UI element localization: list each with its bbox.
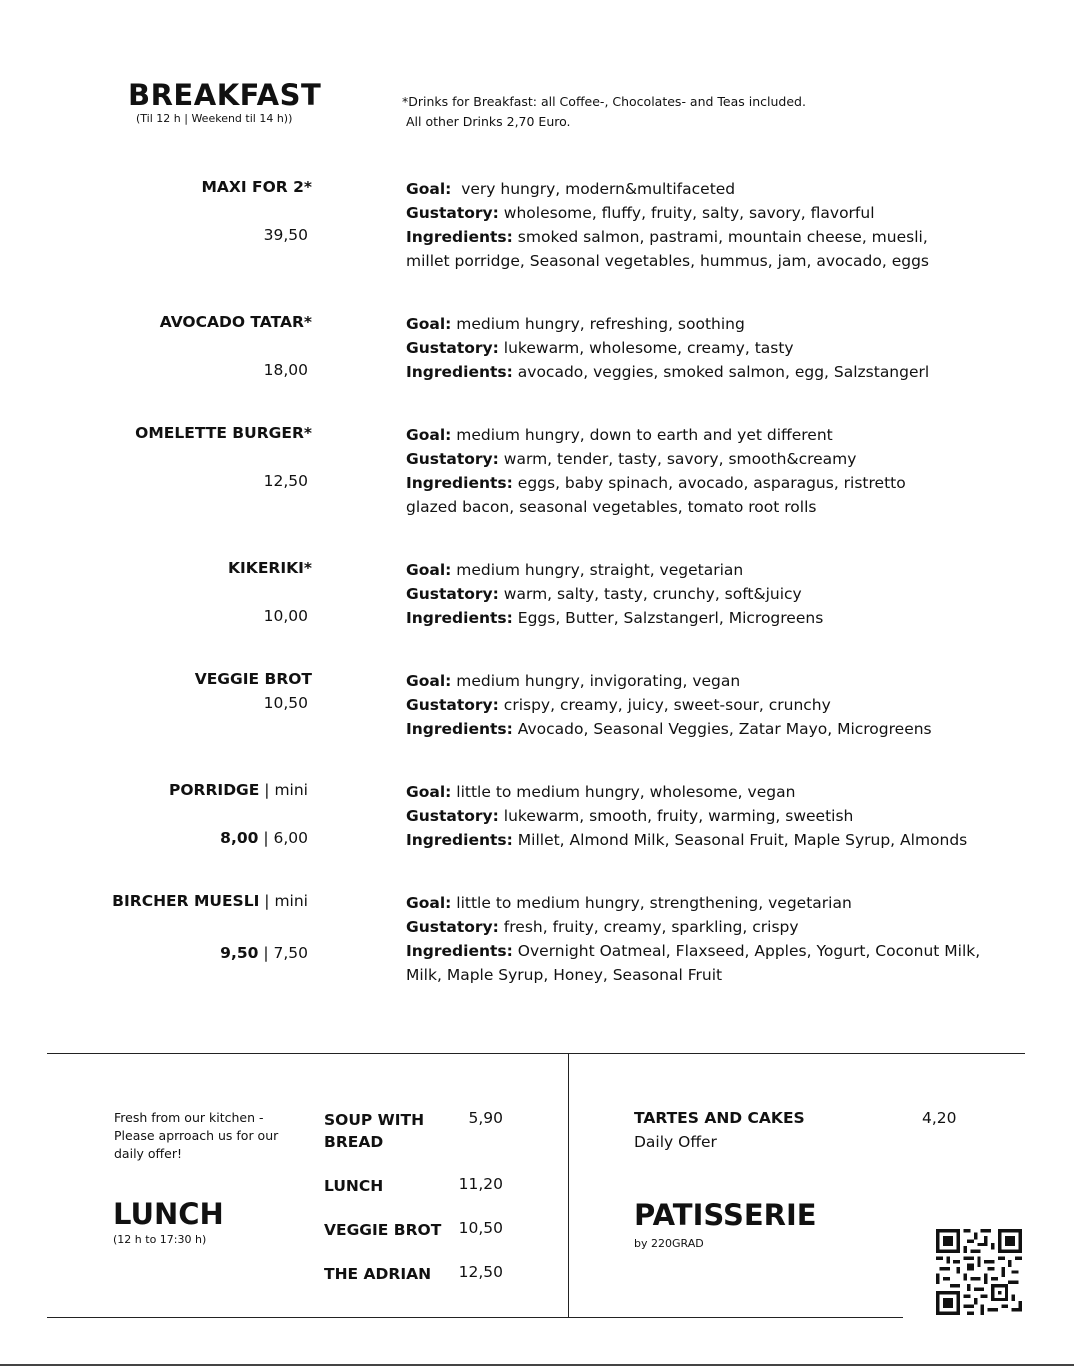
- goal-text: medium hungry, down to earth and yet different: [456, 426, 833, 444]
- gustatory-label: Gustatory:: [406, 204, 499, 222]
- patisserie-item-price: 4,20: [922, 1109, 957, 1127]
- menu-item-price: 10,50: [263, 694, 308, 712]
- gustatory-text: warm, tender, tasty, savory, smooth&creamy: [503, 450, 857, 468]
- menu-item-name-text: BIRCHER MUESLI: [112, 892, 260, 910]
- menu-item-name: [112, 892, 308, 910]
- menu-item-price-mini: | 6,00: [258, 829, 308, 847]
- menu-item-price: 12,50: [263, 472, 308, 490]
- goal-label: Goal:: [406, 561, 452, 579]
- ingredients-text: Millet, Almond Milk, Seasonal Fruit, Maple Syrup, Almonds: [517, 831, 968, 849]
- qr-code[interactable]: [936, 1229, 1022, 1315]
- menu-item-price: [220, 829, 308, 847]
- ingredients-text: Overnight Oatmeal, Flaxseed, Apples, Yogurt, Coconut Milk, Milk, Maple Syrup, Honey, Seasonal Fruit: [406, 942, 981, 984]
- menu-item-size-suffix: | mini: [259, 892, 308, 910]
- section-divider-bottom: [47, 1317, 903, 1318]
- lunch-item-name: THE ADRIAN: [324, 1265, 432, 1283]
- lunch-item-price: 10,50: [458, 1219, 503, 1237]
- menu-item-description: [406, 891, 1046, 987]
- goal-text: medium hungry, invigorating, vegan: [456, 672, 741, 690]
- goal-text: very hungry, modern&multifaceted: [461, 180, 736, 198]
- ingredients-text: avocado, veggies, smoked salmon, egg, Salzstangerl: [517, 363, 930, 381]
- drinks-note-line-1: *Drinks for Breakfast: all Coffee-, Chocolates- and Teas included.: [402, 94, 806, 109]
- lunch-hours: (12 h to 17:30 h): [113, 1233, 207, 1246]
- gustatory-text: wholesome, fluffy, fruity, salty, savory, flavorful: [503, 204, 875, 222]
- goal-text: medium hungry, refreshing, soothing: [456, 315, 745, 333]
- menu-item-name: OMELETTE BURGER*: [135, 424, 312, 442]
- gustatory-label: Gustatory:: [406, 450, 499, 468]
- goal-label: Goal:: [406, 426, 452, 444]
- section-divider-top: [47, 1053, 1025, 1054]
- gustatory-text: lukewarm, wholesome, creamy, tasty: [503, 339, 794, 357]
- breakfast-hours: (Til 12 h | Weekend til 14 h)): [136, 112, 293, 125]
- patisserie-by-line: by 220GRAD: [634, 1237, 704, 1250]
- menu-item-price: 10,00: [263, 607, 308, 625]
- gustatory-text: lukewarm, smooth, fruity, warming, sweetish: [503, 807, 854, 825]
- lunch-item-name: VEGGIE BROT: [324, 1221, 442, 1239]
- ingredients-text: smoked salmon, pastrami, mountain cheese, muesli, millet porridge, Seasonal vegetables, hummus, jam, avocado, eggs: [406, 228, 929, 270]
- lunch-item-name: SOUP WITH BREAD: [324, 1111, 425, 1151]
- menu-item-name: AVOCADO TATAR*: [159, 313, 312, 331]
- menu-item-price-main: 8,00: [220, 829, 259, 847]
- goal-label: Goal:: [406, 315, 452, 333]
- breakfast-drinks-note: [402, 92, 806, 132]
- menu-item-description: [406, 312, 1046, 384]
- ingredients-label: Ingredients:: [406, 720, 513, 738]
- menu-item-name: [169, 781, 308, 799]
- section-divider-vertical: [568, 1053, 569, 1318]
- goal-text: medium hungry, straight, vegetarian: [456, 561, 744, 579]
- goal-text: little to medium hungry, strengthening, vegetarian: [456, 894, 852, 912]
- menu-item-name: MAXI FOR 2*: [201, 178, 312, 196]
- ingredients-label: Ingredients:: [406, 228, 513, 246]
- ingredients-label: Ingredients:: [406, 609, 513, 627]
- menu-item-price-mini: | 7,50: [258, 944, 308, 962]
- ingredients-label: Ingredients:: [406, 942, 513, 960]
- gustatory-text: fresh, fruity, creamy, sparkling, crispy: [503, 918, 799, 936]
- breakfast-title: BREAKFAST: [128, 78, 322, 112]
- goal-label: Goal:: [406, 894, 452, 912]
- gustatory-text: warm, salty, tasty, crunchy, soft&juicy: [503, 585, 802, 603]
- menu-item-description: [406, 177, 1046, 273]
- lunch-item-name: LUNCH: [324, 1177, 384, 1195]
- ingredients-label: Ingredients:: [406, 474, 513, 492]
- menu-item-name: KIKERIKI*: [228, 559, 312, 577]
- menu-item-price-main: 9,50: [220, 944, 259, 962]
- gustatory-label: Gustatory:: [406, 918, 499, 936]
- menu-item-price: 39,50: [263, 226, 308, 244]
- ingredients-text: Avocado, Seasonal Veggies, Zatar Mayo, Microgreens: [517, 720, 932, 738]
- menu-item-description: [406, 780, 1046, 852]
- goal-label: Goal:: [406, 180, 452, 198]
- gustatory-text: crispy, creamy, juicy, sweet-sour, crunchy: [503, 696, 831, 714]
- patisserie-item-subtitle: Daily Offer: [634, 1133, 717, 1151]
- lunch-item-price: 5,90: [468, 1109, 503, 1127]
- gustatory-label: Gustatory:: [406, 696, 499, 714]
- page-bottom-edge: [0, 1364, 1074, 1366]
- ingredients-label: Ingredients:: [406, 831, 513, 849]
- ingredients-text: eggs, baby spinach, avocado, asparagus, ristretto glazed bacon, seasonal vegetables, tomato root rolls: [406, 474, 906, 516]
- ingredients-text: Eggs, Butter, Salzstangerl, Microgreens: [517, 609, 824, 627]
- patisserie-item-name: TARTES AND CAKES: [634, 1109, 805, 1127]
- lunch-title: LUNCH: [113, 1197, 224, 1231]
- menu-item-price: 18,00: [263, 361, 308, 379]
- drinks-note-line-2: All other Drinks 2,70 Euro.: [406, 114, 571, 129]
- lunch-intro-text: Fresh from our kitchen - Please aprroach us for our daily offer!: [114, 1110, 279, 1161]
- gustatory-label: Gustatory:: [406, 339, 499, 357]
- menu-item-name: VEGGIE BROT: [194, 670, 312, 688]
- lunch-item-price: 12,50: [458, 1263, 503, 1281]
- ingredients-label: Ingredients:: [406, 363, 513, 381]
- menu-item-description: [406, 558, 1046, 630]
- goal-label: Goal:: [406, 672, 452, 690]
- menu-item-price: [220, 944, 308, 962]
- gustatory-label: Gustatory:: [406, 807, 499, 825]
- patisserie-title: PATISSERIE: [634, 1198, 817, 1232]
- menu-item-description: [406, 669, 1046, 741]
- menu-item-description: [406, 423, 1046, 519]
- gustatory-label: Gustatory:: [406, 585, 499, 603]
- goal-label: Goal:: [406, 783, 452, 801]
- lunch-item-price: 11,20: [458, 1175, 503, 1193]
- menu-item-name-text: PORRIDGE: [169, 781, 260, 799]
- menu-item-size-suffix: | mini: [259, 781, 308, 799]
- goal-text: little to medium hungry, wholesome, vegan: [456, 783, 796, 801]
